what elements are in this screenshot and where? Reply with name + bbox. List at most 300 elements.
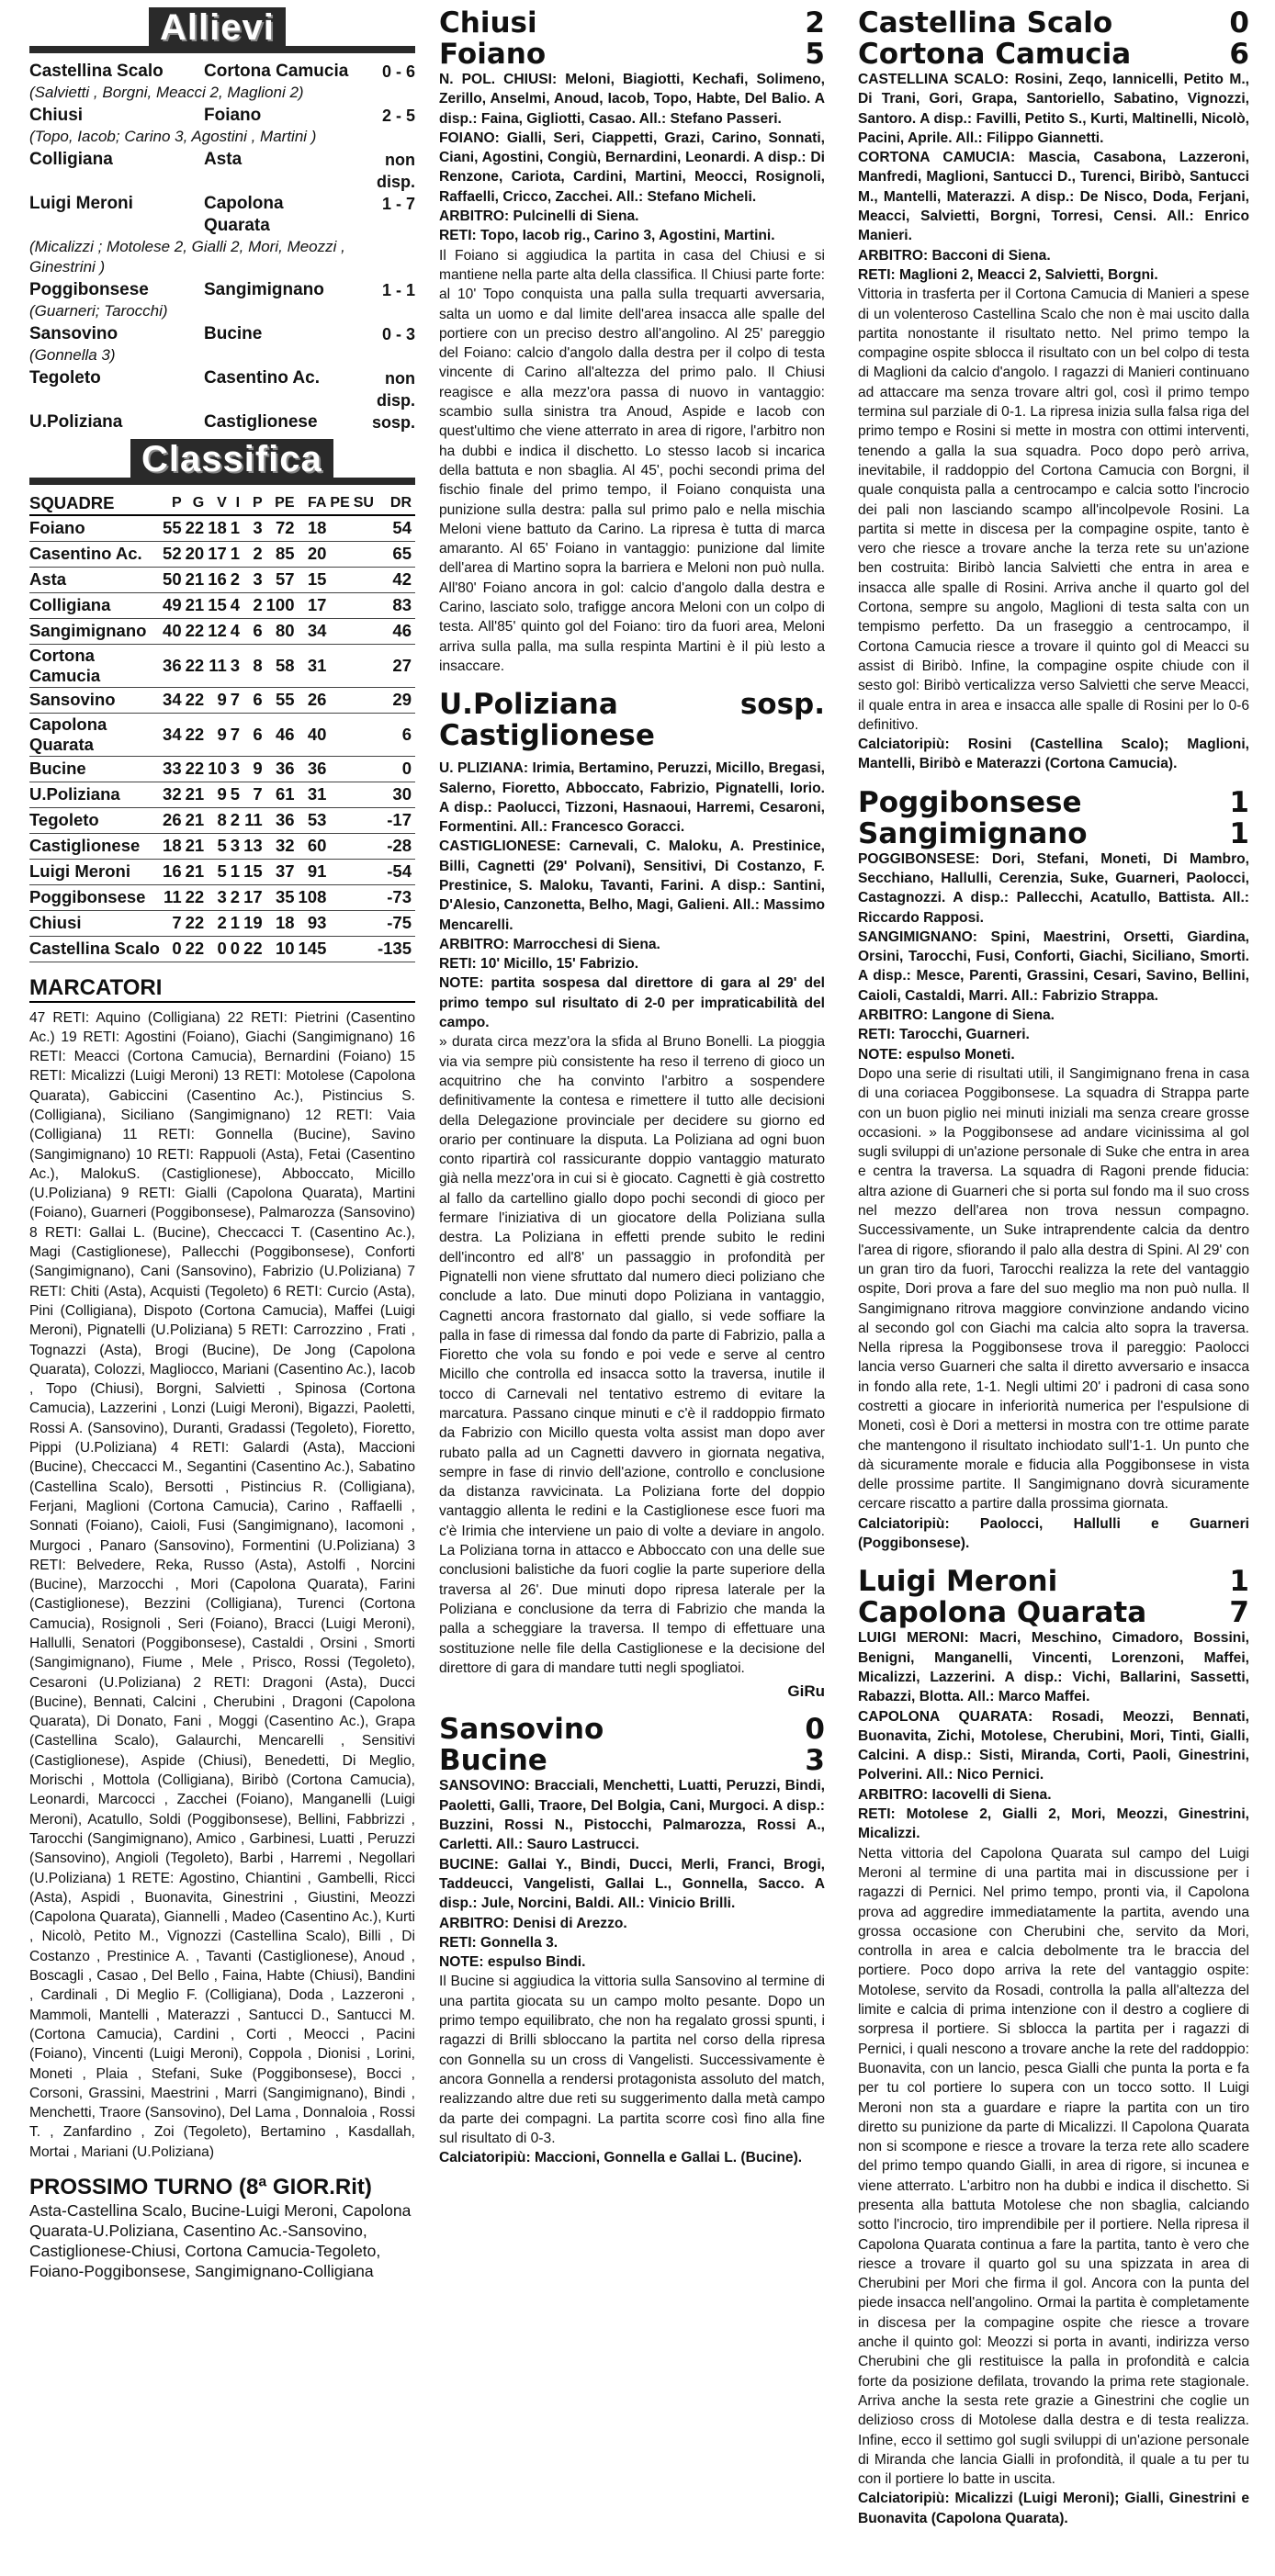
standings-value: 40 (299, 713, 331, 756)
standings-value: 30 (378, 782, 415, 807)
standings-value: 2 (231, 567, 243, 592)
standings-value: 7 (163, 910, 186, 936)
standings-value: 12 (208, 618, 231, 644)
next-round-fixtures: Asta-Castellina Scalo, Bucine-Luigi Meroni, Capolona Quarata-U.Poliziana, Casentino Ac.-Sansovino, Castiglionese-Chiusi, Cortona Camucia-Tegoleto, Foiano-Poggibonsese, Sangimignano-Colligiana (29, 2201, 412, 2281)
result-score: 0 - 3 (381, 325, 415, 343)
standings-value: 22 (186, 687, 209, 713)
home-score: 0 (805, 1713, 825, 1747)
result-row (29, 323, 415, 345)
standings-value: 40 (163, 618, 186, 644)
standings-value: 91 (299, 859, 331, 884)
standings-value: 2 (243, 541, 266, 567)
standings-header-row (29, 492, 415, 515)
standings-value: 17 (299, 592, 331, 618)
standings-value: 54 (378, 515, 415, 541)
standings-value: 13 (243, 833, 266, 859)
standings-row (29, 592, 415, 618)
standings-value: -135 (378, 936, 415, 962)
result-score: non disp. (376, 369, 415, 410)
standings-empty-cell (354, 687, 378, 713)
standings-value: 83 (378, 592, 415, 618)
result-scorers: (Topo, Iacob; Carino 3, Agostini , Martini ) (29, 128, 317, 145)
standings-value: 22 (243, 936, 266, 962)
result-away-team: Foiano (204, 106, 262, 125)
standings-value: 5 (208, 859, 231, 884)
lineup-home: SANSOVINO: Bracciali, Menchetti, Luatti, Peruzzi, Bindi, Paoletti, Galli, Traore, Del Bolgia, Cani, Murgoci. A disp.: Buzzini, Rossi N., Pistocchi, Palmarozza, Rossi A., Carletti. All.: Sauro Lastrucci. (439, 1778, 825, 1853)
result-scorers: (Micalizzi ; Motolese 2, Gialli 2, Mori, Meozzi , Ginestrini ) (29, 238, 345, 276)
match-report: Netta vittoria del Capolona Quarata sul campo del Luigi Meroni al termine di una partita mai in discussione per i ragazzi di Pernici. Nel primo tempo, pronti via, il Capolona prova ad aggredire immediatamente la partita, avendo una grossa occasione con Cherubini che, servito da Mori, controlla in area e calcia debolmente tra le braccia del portiere. Poco dopo arriva la rete del vantaggio ospite: Motolese, servito da Rosadi, controlla la palla all'altezza del limite e calcia di prima intenzione con il destro a cogliere di sorpresa il portiere. Si sblocca la partita per i ragazzi di Pernici, i quali nescono a trovare anche la rete del raddoppio: Buonavita, con un lancio, pesca Gialli che punta la porta e fa per tu col portiere lo supera con un tocco sotto. Il Luigi Meroni non sta a guardare e riapre la partita con un tiro diretto su punizione da parte di Micalizzi. Il Capolona Quarata non si scompone e riesce a trovare la terza rete allo scadere del primo tempo quando Gialli, in area di rigore, si incunea e viene atterrato. L'arbitro non ha dubbi e indica il dischetto. Si presenta alla battuta Motolese che non sbaglia, calciando sotto l'incrocio, tiro imprendibile per il portiere. Nella ripresa il Capolona Quarata continua a fare la partita, tanto è vero che riesce a trovare il quarto gol su una spizzata in area di Cherubini per Mori che firma il gol. Ancora con la punta del piede insacca nell'angolino. Ormai la partita è completamente in discesa per la compagine ospite che riesce a trovare anche il quinto gol: Meozzi si porta in avanti, indirizza verso Cherubini che gli restituisce la palla in profondità e calcia forte da posizione defilata, trovando la prima rete stagionale. Arriva anche la sesta rete grazie a Ginestrini che coglie un delizioso cross di Motolese dalla destra e di testa realizza. Infine, ecco il settimo gol sugli sviluppi di un'azione personale di Miranda che lancia Gialli in profondità, il quale a tu per tu con il portiere lo batte in uscita. (858, 1845, 1249, 2488)
standings-value: 18 (163, 833, 186, 859)
standings-empty-cell (330, 541, 353, 567)
standings-empty-cell (330, 833, 353, 859)
standings-value: 80 (266, 618, 299, 644)
standings-row (29, 833, 415, 859)
goals: RETI: Topo, Iacob rig., Carino 3, Agostini, Martini. (439, 228, 775, 244)
standings-value: 53 (299, 807, 331, 833)
standings-value: 36 (163, 644, 186, 687)
home-score: 1 (1229, 785, 1249, 819)
standings-empty-cell (354, 859, 378, 884)
results-title: Allievi (149, 7, 286, 49)
goals: RETI: Motolese 2, Gialli 2, Mori, Meozzi, Ginestrini, Micalizzi. (858, 1806, 1249, 1842)
standings-empty-cell (330, 910, 353, 936)
standings-value: 0 (378, 756, 415, 782)
standings-empty-cell (330, 515, 353, 541)
result-row (29, 105, 415, 127)
standings-value: 21 (186, 807, 209, 833)
standings-team: Chiusi (29, 910, 163, 936)
standings-header-cell: FA (299, 492, 331, 515)
standings-value: 10 (266, 936, 299, 962)
standings-team: U.Poliziana (29, 782, 163, 807)
standings-value: 21 (186, 859, 209, 884)
lineup-home: POGGIBONSESE: Dori, Stefani, Moneti, Di Mambro, Secchiano, Hallulli, Cerenzia, Suke, Guarneri, Paolocci, Castagnozzi. A disp.: Pallecchi, Acatullo, Battista. All.: Riccardo Rapposi. (858, 850, 1249, 926)
goals: RETI: Gonnella 3. (439, 1934, 559, 1951)
standings-team: Colligiana (29, 592, 163, 618)
standings-empty-cell (354, 833, 378, 859)
standings-row (29, 884, 415, 910)
away-score: 7 (1229, 1596, 1249, 1630)
standings-value: 9 (243, 756, 266, 782)
home-team: Sansovino (439, 1713, 604, 1747)
standings-value: 6 (378, 713, 415, 756)
result-away-team: Asta (204, 150, 243, 169)
match-report: Vittoria in trasferta per il Cortona Camucia di Manieri a spese di un volenteroso Castellina Scalo che non è mai uscito dalla partita nonostante il risultato netto. Nel primo tempo la compagine ospite sblocca il risultato con un bel colpo di testa di Maglioni da calcio d'angolo. I ragazzi di Manieri continuano ad attaccare ma senza trovare altri gol, così il primo tempo termina sul parziale di 0-1. La ripresa inizia sulla falsa riga del primo tempo e Rosini si mette in mostra con ottimi interventi, tenendo a galla la sua squadra. Poco dopo però arriva, inevitabile, il raddoppio del Cortona Camucia con Borgni, il quale conquista palla a centrocampo e calcia sotto l'incrocio dei pali non lasciando scampo all'incolpevole Rosini. La partita si mette in discesa per la compagine ospite, tanto è vero che riesce a trovare anche la terza rete su un'azione ben costruita: Biribò lancia Salvietti che entra in area e insacca alle spalle di Rosini. Arriva anche il quarto gol del Cortona, sempre su angolo, Maglioni di testa salta con un tempismo perfetto. Da un fraseggio a centrocampo, il Cortona Camucia riesce a trovare il quinto gol di Meacci su assist di Biribò. Infine, la compagine ospite chiude con il sesto gol: Biribò verticalizza verso Salvietti che serve Meacci, il quale entra in area e insacca alle spalle di Rosini per lo 0-6 definitivo. (858, 287, 1249, 733)
standings-title: Classifica (130, 439, 333, 480)
standings-value: 145 (299, 936, 331, 962)
standings-value: 1 (231, 910, 243, 936)
referee: ARBITRO: Bacconi di Siena. (858, 247, 1051, 264)
standings-value: 22 (186, 910, 209, 936)
match-note: NOTE: espulso Bindi. (439, 1954, 586, 1971)
standings-value: 15 (299, 567, 331, 592)
match-note: NOTE: espulso Moneti. (858, 1046, 1015, 1063)
standings-value: 15 (243, 859, 266, 884)
standings-value: -75 (378, 910, 415, 936)
standings-value: 21 (186, 833, 209, 859)
lineup-away: CORTONA CAMUCIA: Mascia, Casabona, Lazzeroni, Manfredi, Maglioni, Santucci D., Turenci, Biribò, Santucci M., Mantelli, Materazzi. A disp.: De Nisco, Doda, Ferjani, Meacci, Salvietti, Borgni, Torresi, Censi. All.: Enrico Manieri. (858, 150, 1249, 244)
scorers-list: 47 RETI: Aquino (Colligiana) 22 RETI: Pietrini (Casentino Ac.) 19 RETI: Agostini (Foiano), Giachi (Sangimignano) 16 RETI: Meacci (Cortona Camucia), Bernardini (Foiano) 15 RETI: Micalizzi (Luigi Meroni) 13 RETI: Motolese (Capolona Quarata), Gabiccini (Casentino Ac.), Pistincius S. (Colligiana), Siciliano (Sangimignano) 12 RETI: Vaia (Colligiana) 11 RETI: Gonnella (Bucine), Savino (Sangimignano) 10 RETI: Rappuoli (Asta), Fetai (Casentino Ac.), MalokuS. (Castiglionese), Abboccato, Micillo (U.Poliziana) 9 RETI: Gialli (Capolona Quarata), Martini (Foiano), Guarneri (Poggibonsese), Palmarozza (Sansovino) 8 RETI: Gallai L. (Bucine), Checcacci T. (Casentino Ac.), Magi (Castiglionese), Pallecchi (Poggibonsese), Conforti (Sangimignano), Cani (Sansovino), Fabrizio (U.Poliziana) 7 RETI: Chiti (Asta), Acquisti (Tegoleto) 6 RETI: Curcio (Asta), Pini (Colligiana), Dispoto (Cortona Camucia), Maffei (Luigi Meroni), Pignatelli (U.Poliziana) 5 RETI: Carrozzino , Frati , Tognazzi (Asta), Brogi (Bucine), De Jong (Capolona Quarata), Colozzi, Magliocco, Mariani (Casentino Ac.), Iacob , Topo (Chiusi), Borgni, Salvietti , Spinosa (Cortona Camucia), Lazzerini , Lonzi (Luigi Meroni), Bigazzi, Paoletti, Rossi A. (Sansovino), Duranti, Gradassi (Tegoleto), Fioretto, Pippi (U.Poliziana) 4 RETI: Galardi (Asta), Maccioni (Bucine), Checcacci M., Segantini (Casentino Ac.), Sabatino (Castellina Scalo), Bersotti , Pistincius R. (Colligiana), Ferjani, Maglioni (Cortona Camucia), Carino , Raffaelli , Sonnati (Foiano), Caioli, Fusi (Sangimignano), Iacomoni , Murgoci , Panaro (Sansovino), Formentini (U.Poliziana) 3 RETI: Belvedere, Reka, Russo (Asta), Astolfi , Norcini (Bucine), Marzocchi , Mori (Capolona Quarata), Farini (Castiglionese), Bezzini (Colligiana), Turenci (Cortona Camucia), Rosignoli , Seri (Foiano), Bracci (Luigi Meroni), Hallulli, Senatori (Poggibonsese), Castaldi , Orsini , Smorti (Sangimignano), Fiume , Mele , Prisco, Rossi (Tegoleto), Cesaroni (U.Poliziana) 2 RETI: Dragoni (Asta), Ducci (Bucine), Bennati, Calcini , Cherubini , Dragoni (Capolona Quarata), Di Donato, Fani , Moggi (Casentino Ac.), Grapa (Castellina Scalo), Galaurchi, Mencarelli , Sensitivi (Castiglionese), Aspide (Chiusi), Benedetti, Di Meglio, Morischi , Mottola (Colligiana), Biribò (Cortona Camucia), Leonardi, Marcocci , Zacchei (Foiano), Manganelli (Luigi Meroni), Acatullo, Soldi (Poggibonsese), Bellini, Fabbrizzi , Tarocchi (Sangimignano), Amico , Garbinesi, Luatti , Peruzzi (Sansovino), Angioli (Tegoleto), Barbi , Harremi , Negollari (U.Poliziana) 1 RETE: Agostino, Chiantini , Gambelli, Ricci (Asta), Aspidi , Buonavita, Ginestrini , Giustini, Meozzi (Capolona Quarata), Giannelli , Madeo (Casentino Ac.), Kurti , Nicolò, Petito M., Vignozzi (Castellina Scalo), Billi , Di Costanzo , Prestinice A. , Tavanti (Castiglionese), Anoud , Boscagli , Casao , Del Bello , Faina, Habte (Chiusi), Bandini , Cardinali , Di Meglio F. (Colligiana), Doda , Lazzeroni , Mammoli, Mantelli , Materazzi , Santucci D., Santucci M. (Cortona Camucia), Cardini , Corti , Meocci , Pacini (Foiano), Vincenti (Luigi Meroni), Coppola , Dionisi , Lorini, Moneti , Plaia , Stefani, Suke (Poggibonsese), Bocci , Corsoni, Grassini, Maestrini , Marri (Sangimignano), Bindi , Menchetti, Traore (Sansovino), Del Lama , Donnaloia , Rossi T. , Zanfardino , Zoi (Tegoleto), Bertamino , Kasdallah, Mortai , Mariani (U.Poliziana) (29, 1009, 415, 2160)
standings-header-cell: PE (330, 492, 353, 515)
match-sansovino-bucine (439, 1714, 825, 2167)
standings-header-cell: DR (378, 492, 415, 515)
home-team: Luigi Meroni (858, 1565, 1058, 1599)
goals: RETI: 10' Micillo, 15' Fabrizio. (439, 956, 639, 973)
result-row (29, 61, 415, 83)
standings-empty-cell (330, 592, 353, 618)
standings-value: 3 (208, 884, 231, 910)
lineup-away: CASTIGLIONESE: Carnevali, C. Maloku, A. Prestinice, Billi, Cagnetti (29' Polvani), Sensitivi, Di Costanzo, F. Prestinice, S. Maloku, Tavanti, Farini. A disp.: Santini, D'Alesio, Canzonetta, Belho, Magi, Galieni. All.: Massimo Mencarelli. (439, 838, 825, 933)
standings-value: 61 (266, 782, 299, 807)
standings-value: 8 (243, 644, 266, 687)
scorers-title: MARCATORI (29, 975, 415, 1003)
results-list (29, 61, 415, 433)
standings-value: 9 (208, 687, 231, 713)
standings-empty-cell (354, 713, 378, 756)
lineup-home: N. POL. CHIUSI: Meloni, Biagiotti, Kechafi, Solimeno, Zerillo, Anselmi, Anoud, Iacob, Topo, Habte, Del Balio. A disp.: Faina, Gigliotti, Casao. All.: Stefano Passeri. (439, 72, 825, 127)
standings-value: 21 (186, 592, 209, 618)
standings-value: -54 (378, 859, 415, 884)
standings-table (29, 492, 415, 962)
standings-header-cell: SQUADRE (29, 492, 163, 515)
standings-value: 6 (243, 687, 266, 713)
standings-empty-cell (354, 884, 378, 910)
referee: ARBITRO: Pulcinelli di Siena. (439, 208, 639, 225)
home-team: Castellina Scalo (858, 6, 1113, 39)
standings-team: Sansovino (29, 687, 163, 713)
standings-value: 33 (163, 756, 186, 782)
result-row (29, 193, 415, 237)
standings-value: 36 (266, 807, 299, 833)
standings-empty-cell (330, 936, 353, 962)
result-away-team: Capolona Quarata (204, 194, 284, 235)
standings-empty-cell (330, 884, 353, 910)
standings-empty-cell (330, 567, 353, 592)
standings-header-cell: I (231, 492, 243, 515)
standings-value: 1 (231, 515, 243, 541)
standings-team: Castiglionese (29, 833, 163, 859)
standings-value: 10 (208, 756, 231, 782)
standings-value: 34 (163, 713, 186, 756)
column-left (29, 7, 415, 2281)
standings-value: 7 (231, 713, 243, 756)
standings-empty-cell (330, 644, 353, 687)
standings-value: 0 (163, 936, 186, 962)
standings-value: 19 (243, 910, 266, 936)
standings-value: 7 (243, 782, 266, 807)
standings-value: 22 (186, 884, 209, 910)
standings-value: 18 (299, 515, 331, 541)
result-row (29, 411, 415, 433)
standings-value: 21 (186, 567, 209, 592)
standings-value: 1 (231, 541, 243, 567)
standings-value: 22 (186, 756, 209, 782)
result-row (29, 149, 415, 193)
result-score: 1 - 1 (381, 281, 415, 299)
author-signature: GiRu (787, 1682, 825, 1701)
match-castellina-cortona (858, 7, 1249, 774)
standings-header-cell: PE (266, 492, 299, 515)
goals: RETI: Tarocchi, Guarneri. (858, 1027, 1030, 1043)
lineup-away: BUCINE: Gallai Y., Bindi, Ducci, Merli, Franci, Brogi, Taddeucci, Vangelisti, Gallai L., Gonnella, Sacco. A disp.: Jule, Norcini, Baldi. All.: Vinicio Brilli. (439, 1856, 825, 1912)
standings-header-cell: G (186, 492, 209, 515)
standings-value: 4 (231, 592, 243, 618)
column-middle (439, 7, 825, 2167)
standings-value: -28 (378, 833, 415, 859)
standings-value: 3 (243, 567, 266, 592)
result-away-team: Casentino Ac. (204, 368, 320, 388)
standings-value: 0 (208, 936, 231, 962)
standings-value: 22 (186, 936, 209, 962)
result-row (29, 279, 415, 301)
result-home-team: Chiusi (29, 106, 84, 125)
standings-header-cell: SU (354, 492, 378, 515)
lineup-away: SANGIMIGNANO: Spini, Maestrini, Orsetti, Giardina, Orsini, Tarocchi, Fusi, Conforti, Giachi, Siciliano, Smorti. A disp.: Mesce, Parenti, Grassini, Cesari, Savino, Bellini, Caioli, Castaldi, Marri. All.: Fabrizio Strappa. (858, 928, 1249, 1004)
standings-row (29, 807, 415, 833)
standings-team: Bucine (29, 756, 163, 782)
result-score: non disp. (376, 151, 415, 191)
standings-empty-cell (354, 936, 378, 962)
standings-value: -17 (378, 807, 415, 833)
standings-value: 3 (231, 644, 243, 687)
standings-empty-cell (330, 687, 353, 713)
result-score: sosp. (371, 413, 415, 432)
match-report: » durata circa mezz'ora la sfida al Bruno Bonelli. La pioggia via via sempre più consistente ha reso il terreno di gioco un acquitrino che ha convinto l'arbitro a sospendere definitivamente la contesa e rimettere il tutto alle decisioni della Delegazione provinciale per decidere su giorno ed orario per continuare la disputa. La Poliziana ad ogni buon conto ripartirà col rassicurante doppio vantaggio maturato già nella mezz'ora in cui si è giocato. Cagnetti è già costretto al fallo da cartellino giallo dopo pochi secondi di gioco per fermare l'iniziativa di un giocatore della Poliziana sulla destra. La Poliziana in effetti prende subito le redini dell'incontro ed all'8' un passaggio in profondità per Pignatelli non viene sfruttato dal numero dieci poliziano che conclude a lato. Due minuti dopo Poliziana in vantaggio, Cagnetti ancora frastornato dal giallo, si vede soffiare la palla in fase di rimessa dal fondo da parte di Fabrizio, palla a Fioretto che vola su fondo e poi vede e serve al centro Micillo che controlla ed insacca sotto la traversa, inutile il tocco di Carnevali nel tentativo estremo di evitare la marcatura. Passano cinque minuti e c'è il raddoppio firmato da Fabrizio con Micillo questa volta assist man dopo aver rubato palla ad un Cagnetti davvero in giornata negativa, sempre in fase di rinvio dell'azione, controllo e conclusione da distanza ravvicinata. La Poliziana forte del doppio vantaggio allenta le redini e la Castiglionese esce fuori ma c'è Irimia che interviene un paio di volte a deviare in angolo. La Poliziana torna in attacco e Abboccato con una delle sue conclusioni balistiche da fuori coglie la parte superiore della traversa al 26'. Due minuti dopo ripresa laterale per la Poliziana e conclusione da terra di Fabrizio che manda la palla a scheggiare la traversa. Il tempo di effettuare una sostituzione nelle file della Castiglionese e la decisione del direttore di gara di mandare tutti negli spogliatoi. (439, 1034, 825, 1676)
standings-value: 11 (163, 884, 186, 910)
standings-value: -73 (378, 884, 415, 910)
standings-value: 3 (231, 833, 243, 859)
standings-empty-cell (354, 515, 378, 541)
standings-value: 37 (266, 859, 299, 884)
standings-value: 52 (163, 541, 186, 567)
standings-value: 2 (231, 884, 243, 910)
lineup-home: LUIGI MERONI: Macri, Meschino, Cimadoro, Bossini, Benigni, Manganelli, Vincenti, Lorenzoni, Maffei, Micalizzi, Lazzerini. A disp.: Vichi, Ballarini, Sassetti, Rabazzi, Blotta. All.: Marco Maffei. (858, 1630, 1249, 1705)
standings-empty-cell (330, 807, 353, 833)
standings-value: 16 (163, 859, 186, 884)
standings-value: 27 (378, 644, 415, 687)
home-team: Chiusi (439, 6, 537, 39)
match-note: NOTE: partita sospesa dal direttore di gara al 29' del primo tempo sul risultato di 2-0 per impraticabilità del campo. (439, 975, 825, 1031)
result-away-team: Sangimignano (204, 280, 324, 299)
standings-row (29, 936, 415, 962)
standings-empty-cell (330, 859, 353, 884)
match-chiusi-foiano (439, 7, 825, 676)
standings-team: Asta (29, 567, 163, 592)
standings-value: 31 (299, 782, 331, 807)
standings-header-cell: V (208, 492, 231, 515)
home-score: 1 (1229, 1565, 1249, 1599)
standings-value: 55 (266, 687, 299, 713)
standings-value: 108 (299, 884, 331, 910)
standings-value: 1 (231, 859, 243, 884)
standings-value: 4 (231, 618, 243, 644)
standings-row (29, 859, 415, 884)
away-team: Castiglionese (439, 719, 655, 753)
referee: ARBITRO: Langone di Siena. (858, 1007, 1055, 1024)
home-team: Poggibonsese (858, 785, 1082, 819)
result-score: 1 - 7 (381, 195, 415, 213)
standings-value: 11 (208, 644, 231, 687)
away-score: 5 (805, 38, 825, 71)
standings-value: 9 (208, 713, 231, 756)
standings-value: 0 (231, 936, 243, 962)
standings-value: 3 (243, 515, 266, 541)
standings-value: 46 (266, 713, 299, 756)
standings-value: 50 (163, 567, 186, 592)
standings-value: 3 (231, 756, 243, 782)
standings-value: 5 (208, 833, 231, 859)
standings-row (29, 567, 415, 592)
standings-value: 55 (163, 515, 186, 541)
standings-value: 60 (299, 833, 331, 859)
standings-value: 57 (266, 567, 299, 592)
result-home-team: Colligiana (29, 150, 113, 169)
standings-row (29, 910, 415, 936)
standings-empty-cell (354, 644, 378, 687)
standings-team: Poggibonsese (29, 884, 163, 910)
standings-team: Capolona Quarata (29, 713, 163, 756)
away-score: 1 (1229, 816, 1249, 850)
result-home-team: Castellina Scalo (29, 62, 164, 81)
standings-row (29, 756, 415, 782)
standings-value: 42 (378, 567, 415, 592)
standings-team: Foiano (29, 515, 163, 541)
result-away-team: Cortona Camucia (204, 62, 349, 81)
match-poliziana-castiglionese (439, 689, 825, 1701)
standings-value: 21 (186, 782, 209, 807)
result-home-team: Luigi Meroni (29, 194, 133, 213)
referee: ARBITRO: Iacovelli di Siena. (858, 1786, 1052, 1803)
away-score: 3 (805, 1744, 825, 1778)
standings-empty-cell (330, 713, 353, 756)
referee: ARBITRO: Marrocchesi di Siena. (439, 936, 660, 952)
standings-value: 6 (243, 713, 266, 756)
standings-value: 2 (208, 910, 231, 936)
standings-value: 20 (186, 541, 209, 567)
referee: ARBITRO: Denisi di Arezzo. (439, 1915, 627, 1931)
result-home-team: Sansovino (29, 324, 118, 343)
result-score: 0 - 6 (381, 62, 415, 81)
standings-empty-cell (354, 782, 378, 807)
standings-value: 32 (163, 782, 186, 807)
result-row (29, 367, 415, 411)
standings-empty-cell (330, 782, 353, 807)
standings-value: 5 (231, 782, 243, 807)
standings-header-cell: P (163, 492, 186, 515)
standings-row (29, 644, 415, 687)
match-status: sosp. (739, 688, 825, 722)
standings-value: 8 (208, 807, 231, 833)
standings-value: 18 (208, 515, 231, 541)
standings-banner (29, 439, 415, 485)
standings-empty-cell (330, 756, 353, 782)
standings-value: 46 (378, 618, 415, 644)
standings-empty-cell (354, 618, 378, 644)
result-away-team: Bucine (204, 324, 263, 343)
standings-value: 22 (186, 515, 209, 541)
home-team: U.Poliziana (439, 688, 618, 722)
standings-row (29, 541, 415, 567)
standings-value: 85 (266, 541, 299, 567)
away-team: Cortona Camucia (858, 38, 1132, 71)
away-team: Sangimignano (858, 816, 1088, 850)
standings-value: 22 (186, 713, 209, 756)
standings-row (29, 713, 415, 756)
standings-value: 11 (243, 807, 266, 833)
result-scorers: (Salvietti , Borgni, Meacci 2, Maglioni 2) (29, 84, 304, 101)
standings-empty-cell (354, 592, 378, 618)
standings-empty-cell (354, 567, 378, 592)
standings-value: 9 (208, 782, 231, 807)
standings-value: 7 (231, 687, 243, 713)
standings-value: 17 (243, 884, 266, 910)
standings-value: 26 (163, 807, 186, 833)
away-team: Bucine (439, 1744, 547, 1778)
standings-value: 49 (163, 592, 186, 618)
home-score: 2 (805, 6, 825, 39)
standings-value: 34 (299, 618, 331, 644)
match-report: Dopo una serie di risultati utili, il Sangimignano frena in casa di una coriacea Poggibonsese. La squadra di Strappa parte con un buon piglio nei minuti iniziali ma senza creare grosse occasioni. » la Poggibonsese ad andare vicinissima al gol sugli sviluppi di un'azione personale di Suke che entra in area e centra la traversa. La squadra di Ragoni prende fiducia: altra azione di Guarneri che si porta sul fondo ma il suo cross nel mezzo dell'area non trova nessun compagno. Successivamente, un Suke intraprendente calcia da dentro l'area di rigore, sfiorando il palo alla destra di Spini. Al 29' con un gran tiro da fuori, Tarocchi realizza la rete del vantaggio ospite, Dori prova a fare del suo meglio ma non può nulla. Il Sangimignano ritrova maggiore convinzione andando vicino al secondo gol con Giachi ma calcia alto sopra la traversa. Nella ripresa la Poggibonsese trova il pareggio: Paolocci lancia verso Guarneri che salta il diretto avversario e insacca in fondo alla rete, 1-1. Negli ultimi 20' i padroni di casa sono costretti a giocare in inferiorità numerica per l'espulsione di Moneti, così è Dori a mettersi in mostra con tre ottime parate che mantengono il risultato inchiodato sull'1-1. Un punto che dà sicuramente morale e fiducia alla Poggibonsese in vista delle prossime partite. Il Sangimignano dovrà sicuramente cercare riscatto a partire dalla prossima giornata. (858, 1065, 1250, 1513)
result-away-team: Castiglionese (204, 412, 318, 432)
match-poggibonsese-sangimignano (858, 787, 1249, 1554)
standings-value: 32 (266, 833, 299, 859)
standings-team: Cortona Camucia (29, 644, 163, 687)
standings-row (29, 687, 415, 713)
standings-value: 100 (266, 592, 299, 618)
result-scorers: (Gonnella 3) (29, 346, 116, 364)
standings-empty-cell (330, 618, 353, 644)
standings-empty-cell (354, 807, 378, 833)
standings-value: 65 (378, 541, 415, 567)
results-banner (29, 7, 415, 53)
standings-value: 2 (231, 807, 243, 833)
best-players: Calciatoripiù: Paolocci, Hallulli e Guarneri (Poggibonsese). (858, 1515, 1249, 1552)
result-home-team: U.Poliziana (29, 412, 123, 432)
standings-header-cell: P (243, 492, 266, 515)
match-meroni-capolona (858, 1566, 1249, 2528)
standings-value: 6 (243, 618, 266, 644)
standings-value: 34 (163, 687, 186, 713)
result-scorers: (Guarneri; Tarocchi) (29, 302, 168, 320)
standings-value: 36 (299, 756, 331, 782)
lineup-away: CAPOLONA QUARATA: Rosadi, Meozzi, Bennati, Buonavita, Zichi, Motolese, Cherubini, Mori, Tinti, Gialli, Calcini. A disp.: Sisti, Miranda, Corti, Paoli, Ginestrini, Polverini. All.: Nico Pernici. (858, 1708, 1249, 1783)
standings-team: Casentino Ac. (29, 541, 163, 567)
standings-value: 31 (299, 644, 331, 687)
best-players: Calciatoripiù: Maccioni, Gonnella e Gallai L. (Bucine). (439, 2150, 803, 2166)
lineup-away: FOIANO: Gialli, Seri, Ciappetti, Grazi, Carino, Sonnati, Ciani, Agostini, Congiù, Bernardini, Leonardi. A disp.: Di Renzone, Cariota, Cardini, Martini, Meocci, Rosignoli, Raffaelli, Cricco, Zacchei. All.: Stefano Micheli. (439, 129, 825, 205)
standings-team: Luigi Meroni (29, 859, 163, 884)
away-team: Capolona Quarata (858, 1596, 1147, 1630)
standings-value: 18 (266, 910, 299, 936)
match-report: Il Bucine si aggiudica la vittoria sulla Sansovino al termine di una partita giocata su un campo molto pesante. Dopo un primo tempo equilibrato, che non ha regalato grossi spunti, i ragazzi di Brilli sbloccano la partita nel corso della ripresa con Gonnella su un cross di Vangelisti. Successivamente è ancora Gonnella a rendersi protagonista assoluto del match, realizzando altre due reti su suggerimento dalla metà campo da parte dei compagni. La partita scorre così fino alla fine sul risultato di 0-3. (439, 1974, 825, 2146)
lineup-home: CASTELLINA SCALO: Rosini, Zeqo, Iannicelli, Petito M., Di Trani, Gori, Grapa, Santoriello, Sabatino, Vignozzi, Santoro. A disp.: Favilli, Petito S., Kurti, Maltinelli, Nicolò, Pacini, Aprile. All.: Filippo Giannetti. (858, 72, 1249, 146)
standings-team: Sangimignano (29, 618, 163, 644)
best-players: Calciatoripiù: Micalizzi (Luigi Meroni); Gialli, Ginestrini e Buonavita (Capolona Quarata). (858, 2491, 1249, 2526)
match-report: Il Foiano si aggiudica la partita in casa del Chiusi e si mantiene nella parte alta della classifica. Il Chiusi parte forte: al 10' Topo conquista una palla sulla trequarti avversaria, salta un uomo e dal limite dell'area insacca alle spalle del portiere con un preciso destro all'angolino. Al 25' pareggio del Foiano: calcio d'angolo dalla destra per il colpo di testa vincente di Carino all'altezza del primo palo. Il Chiusi reagisce e alla mezz'ora passa di nuovo in vantaggio: scambio sulla sinistra tra Anoud, Aspide e Iacob con quest'ultimo che viene atterrato in area di rigore, l'arbitro non ha dubbi e indica il dischetto. Lo stesso Iacob si incarica della battuta e non sbaglia. Al 45', pochi secondi prima del fischio finale del primo tempo, il Foiano conquista una punizione sulla destra: palla sul primo palo e nella mischia Meloni viene battuto da Carino. La ripresa è tutta di marca amaranto. Al 65' Foiano in vantaggio: punizione dal limite dell'area di Martino sopra la barriera e Meloni non può nulla. All'80' Foiano ancora in gol: calcio d'angolo dalla destra e Carino, lasciato solo, trafigge ancora Meloni con un colpo di testa. All'85' quinto gol del Foiano: tiro da fuori area, Meloni arriva sulla palla, ma sulla respinta Martini è il più lesto a insaccare. (439, 247, 825, 674)
standings-team: Tegoleto (29, 807, 163, 833)
standings-row (29, 782, 415, 807)
standings-empty-cell (354, 541, 378, 567)
goals: RETI: Maglioni 2, Meacci 2, Salvietti, Borgni. (858, 266, 1158, 283)
standings-value: 17 (208, 541, 231, 567)
standings-value: 22 (186, 618, 209, 644)
home-score: 0 (1229, 6, 1249, 39)
standings-value: 93 (299, 910, 331, 936)
result-home-team: Tegoleto (29, 368, 101, 388)
result-score: 2 - 5 (381, 107, 415, 125)
standings-empty-cell (354, 910, 378, 936)
standings-value: 26 (299, 687, 331, 713)
